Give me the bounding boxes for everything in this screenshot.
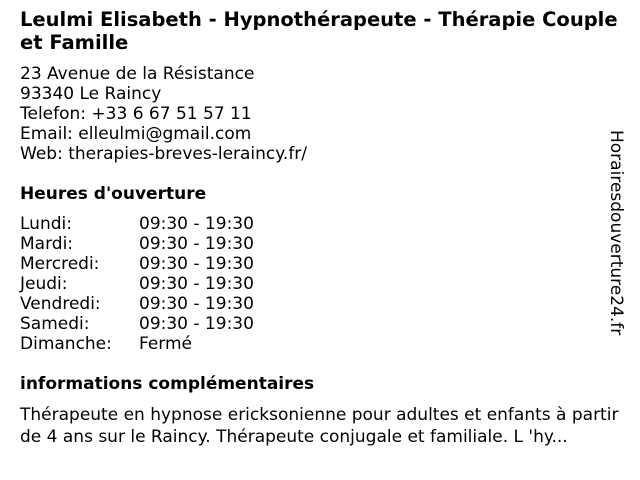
hours-row	[20, 274, 254, 294]
hours-day: Lundi:	[20, 214, 72, 234]
hours-time: 09:30 - 19:30	[139, 274, 254, 294]
hours-time: 09:30 - 19:30	[139, 254, 254, 274]
hours-row	[20, 234, 254, 254]
city-address: 93340 Le Raincy	[20, 84, 162, 104]
hours-day: Mardi:	[20, 234, 74, 254]
hours-row	[20, 334, 254, 354]
hours-time: 09:30 - 19:30	[139, 234, 254, 254]
hours-time: Fermé	[139, 334, 193, 354]
hours-table	[20, 214, 254, 354]
info-heading: informations complémentaires	[20, 374, 315, 394]
hours-row	[20, 294, 254, 314]
hours-day: Samedi:	[20, 314, 90, 334]
contact-block	[20, 64, 307, 164]
hours-time: 09:30 - 19:30	[139, 214, 254, 234]
hours-day: Mercredi:	[20, 254, 100, 274]
watermark	[598, 130, 638, 350]
hours-day: Jeudi:	[20, 274, 68, 294]
description-text: Thérapeute en hypnose ericksonienne pour adultes et enfants à partir de 4 ans sur le Raincy. Thérapeute conjugale et familiale. L 'hy...	[20, 405, 619, 447]
hours-row	[20, 254, 254, 274]
hours-time: 09:30 - 19:30	[139, 294, 254, 314]
street-address: 23 Avenue de la Résistance	[20, 64, 255, 84]
hours-row	[20, 214, 254, 234]
hours-row	[20, 314, 254, 334]
hours-heading: Heures d'ouverture	[20, 184, 207, 204]
page-title: Leulmi Elisabeth - Hypnothérapeute - Thérapie Couple et Famille	[20, 8, 618, 54]
watermark-text: Horairesdouverture24.fr	[606, 130, 626, 336]
hours-time: 09:30 - 19:30	[139, 314, 254, 334]
phone-number[interactable]: Telefon: +33 6 67 51 57 11	[20, 104, 252, 124]
website-link[interactable]: Web: therapies-breves-leraincy.fr/	[20, 144, 308, 164]
email-address[interactable]: Email: elleulmi@gmail.com	[20, 124, 252, 144]
hours-day: Dimanche:	[20, 334, 112, 354]
hours-day: Vendredi:	[20, 294, 101, 314]
